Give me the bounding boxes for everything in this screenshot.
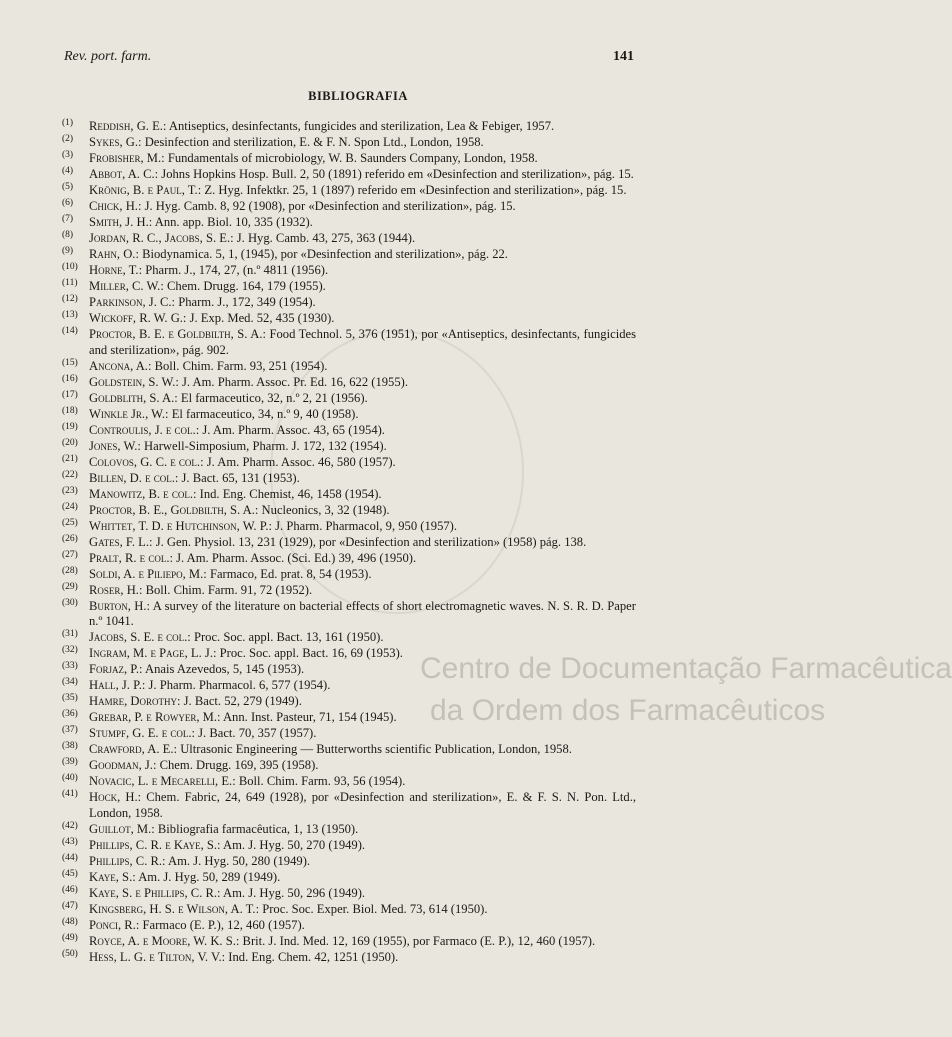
reference-number: ( 37 ) [62,723,78,739]
reference-citation: J. Pharm. Pharmacol. 6, 577 (1954). [148,678,331,692]
reference-citation: Am. J. Hyg. 50, 289 (1949). [138,869,281,884]
reference-citation: A survey of the literature on bacterial effects of short electromagnetic waves. N. S. R. D. Paper n.º 1041. [89,598,636,628]
reference-number: ( 7 ) [62,212,73,228]
section-title: BIBLIOGRAFIA [308,89,408,103]
reference-number: ( 25 ) [62,516,78,532]
reference-author: Novacic, L. e Mecarelli, E.: [89,774,236,788]
reference-item [62,886,636,902]
reference-author: Proctor, B. E., Goldbilth, S. A.: [89,502,259,517]
reference-author: Ponci, R.: [89,917,140,932]
reference-citation: Pharm. J., 174, 27, (n.º 4811 (1956). [145,263,329,277]
reference-citation: El farmaceutico, 34, n.º 9, 40 (1958). [171,406,359,421]
reference-item [62,551,636,567]
reference-author: Hess, L. G. e Tilton, V. V.: [89,949,226,964]
reference-item [62,327,636,358]
reference-citation: J. Bact. 52, 279 (1949). [183,694,302,708]
reference-citation: Chem. Drugg. 169, 395 (1958). [159,758,319,772]
reference-item [62,678,636,694]
reference-number: ( 29 ) [62,580,78,596]
reference-number: ( 10 ) [62,260,78,276]
reference-number: ( 19 ) [62,420,78,436]
reference-item [62,439,636,455]
reference-item [62,790,636,821]
reference-item [62,295,636,311]
reference-author: Colovos, G. C. e col.: [89,454,204,469]
reference-number: ( 12 ) [62,292,78,308]
reference-author: Roser, H.: [89,582,143,597]
watermark-line-1: Centro de Documentação Farmacêutica [420,652,952,685]
reference-number: ( 21 ) [62,452,78,468]
reference-citation: Fundamentals of microbiology, W. B. Saunders Company, London, 1958. [167,151,538,165]
reference-number: ( 22 ) [62,468,78,484]
reference-author: Pralt, R. e col.: [89,550,173,565]
reference-item [62,599,636,630]
reference-author: Krönig, B. e Paul, T.: [89,183,202,197]
reference-author: Forjaz, P.: [89,662,143,676]
reference-author: Wickoff, R. W. G.: [89,311,187,325]
reference-citation: Ann. Inst. Pasteur, 71, 154 (1945). [222,710,397,724]
reference-citation: J. Exp. Med. 52, 435 (1930). [189,311,335,325]
reference-citation: J. Am. Pharm. Assoc. 46, 580 (1957). [206,454,396,469]
reference-citation: J. Hyg. Camb. 43, 275, 363 (1944). [236,231,416,245]
reference-item [62,758,636,774]
reference-citation: Boll. Chim. Farm. 93, 251 (1954). [154,358,328,373]
reference-author: Winkle Jr., W.: [89,406,169,421]
reference-item [62,726,636,742]
reference-number: ( 26 ) [62,532,78,548]
reference-item [62,471,636,487]
reference-citation: Chem. Fabric, 24, 649 (1928), por «Desinfection and sterilization», E. & F. S. N. Pon. Ltd., London, 1958. [89,790,637,820]
reference-citation: Bibliografia farmacêutica, 1, 13 (1950). [157,821,359,836]
reference-author: Sykes, G.: [89,135,142,149]
reference-number: ( 11 ) [62,276,78,292]
reference-number: ( 24 ) [62,500,78,516]
reference-number: ( 41 ) [62,787,78,803]
reference-number: ( 35 ) [62,691,78,707]
reference-author: Guillot, M.: [89,821,155,836]
reference-item [62,423,636,439]
reference-citation: Proc. Soc. appl. Bact. 16, 69 (1953). [219,646,403,660]
reference-citation: Z. Hyg. Infektkr. 25, 1 (1897) referido em «Desinfection and sterilization», pág. 15. [204,183,627,197]
reference-item [62,135,636,151]
reference-author: Grebar, P. e Rowyer, M.: [89,710,221,724]
reference-number: ( 49 ) [62,931,78,947]
reference-citation: J. Am. Pharm. Assoc. 43, 65 (1954). [202,422,385,437]
reference-author: Horne, T.: [89,263,143,277]
reference-item [62,774,636,790]
reference-number: ( 46 ) [62,883,78,899]
reference-author: Phillips, C. R. e Kaye, S.: [89,837,221,852]
reference-citation: Farmaco, Ed. prat. 8, 54 (1953). [209,566,372,581]
reference-citation: Chem. Drugg. 164, 179 (1955). [167,279,326,293]
reference-citation: Desinfection and sterilization, E. & F. N. Spon Ltd., London, 1958. [144,135,484,149]
reference-citation: Antiseptics, desinfectants, fungicides and sterilization, Lea & Febiger, 1957. [168,119,555,133]
reference-author: Jordan, R. C., Jacobs, S. E.: [89,231,234,245]
reference-number: ( 5 ) [62,180,73,196]
reference-number: ( 50 ) [62,947,78,963]
reference-number: ( 44 ) [62,851,78,867]
reference-citation: Proc. Soc. Exper. Biol. Med. 73, 614 (1950). [262,901,488,916]
reference-item [62,183,636,199]
reference-author: Hall, J. P.: [89,678,146,692]
watermark-line-2: da Ordem dos Farmacêuticos [430,694,826,727]
reference-author: Manowitz, B. e col.: [89,486,197,501]
reference-number: ( 39 ) [62,755,78,771]
reference-item [62,215,636,231]
reference-item [62,391,636,407]
reference-author: Soldi, A. e Piliepo, M.: [89,566,207,581]
reference-number: ( 17 ) [62,388,78,404]
reference-citation: Ann. app. Biol. 10, 335 (1932). [154,215,313,229]
reference-item [62,870,636,886]
reference-author: Phillips, C. R.: [89,853,166,868]
reference-number: ( 18 ) [62,404,78,420]
reference-citation: J. Am. Pharm. Assoc. (Sci. Ed.) 39, 496 (1950). [176,550,417,565]
reference-list [62,119,636,966]
reference-item [62,167,636,183]
reference-author: Jones, W.: [89,438,141,453]
reference-citation: Farmaco (E. P.), 12, 460 (1957). [142,917,305,932]
reference-citation: Food Technol. 5, 376 (1951), por «Antiseptics, desinfectants, fungicides and sterilization», pág. 902. [89,327,636,357]
reference-author: Gates, F. L.: [89,534,153,549]
reference-citation: Anais Azevedos, 5, 145 (1953). [145,662,305,676]
reference-citation: Boll. Chim. Farm. 91, 72 (1952). [145,582,313,597]
reference-item [62,311,636,327]
reference-item [62,918,636,934]
reference-item [62,710,636,726]
reference-item [62,455,636,471]
reference-citation: Am. J. Hyg. 50, 296 (1949). [223,885,366,900]
reference-number: ( 30 ) [62,596,78,612]
reference-citation: Biodynamica. 5, 1, (1945), por «Desinfection and sterilization», pág. 22. [142,247,508,261]
reference-citation: Ultrasonic Engineering — Butterworths scientific Publication, London, 1958. [180,742,572,756]
reference-citation: J. Gen. Physiol. 13, 231 (1929), por «Desinfection and sterilization» (1958) pág. 138. [155,534,587,549]
reference-citation: J. Bact. 70, 357 (1957). [198,726,317,740]
reference-author: Ancona, A.: [89,358,152,373]
reference-author: Smith, J. H.: [89,215,153,229]
reference-number: ( 28 ) [62,564,78,580]
reference-item [62,119,636,135]
reference-item [62,359,636,375]
reference-number: ( 33 ) [62,659,78,675]
reference-number: ( 48 ) [62,915,78,931]
reference-item [62,247,636,263]
reference-author: Controulis, J. e col.: [89,422,200,437]
reference-citation: Ind. Eng. Chemist, 46, 1458 (1954). [199,486,382,501]
reference-number: ( 34 ) [62,675,78,691]
reference-author: Goodman, J.: [89,758,157,772]
reference-number: ( 1 ) [62,116,73,132]
reference-author: Kingsberg, H. S. e Wilson, A. T.: [89,901,260,916]
reference-citation: Am. J. Hyg. 50, 280 (1949). [168,853,311,868]
reference-author: Ingram, M. e Page, L. J.: [89,646,217,660]
reference-author: Jacobs, S. E. e col.: [89,630,191,644]
reference-author: Rahn, O.: [89,247,139,261]
reference-number: ( 40 ) [62,771,78,787]
reference-item [62,503,636,519]
reference-number: ( 32 ) [62,643,78,659]
reference-item [62,279,636,295]
reference-item [62,742,636,758]
reference-item [62,854,636,870]
reference-citation: J. Hyg. Camb. 8, 92 (1908), por «Desinfection and sterilization», pág. 15. [144,199,516,213]
reference-author: Reddish, G. E.: [89,119,167,133]
reference-item [62,263,636,279]
reference-number: ( 4 ) [62,164,73,180]
reference-citation: Harwell-Simposium, Pharm. J. 172, 132 (1954). [144,438,387,453]
reference-number: ( 47 ) [62,899,78,915]
reference-item [62,822,636,838]
reference-number: ( 2 ) [62,132,73,148]
reference-item [62,630,636,646]
reference-author: Kaye, S. e Phillips, C. R.: [89,885,221,900]
reference-item [62,407,636,423]
reference-author: Burton, H.: [89,598,151,613]
reference-number: ( 45 ) [62,867,78,883]
reference-number: ( 13 ) [62,308,78,324]
reference-number: ( 31 ) [62,627,78,643]
page-number: 141 [613,49,634,64]
reference-author: Goldstein, S. W.: [89,374,179,389]
reference-item [62,583,636,599]
reference-item [62,950,636,966]
reference-item [62,694,636,710]
reference-item [62,934,636,950]
reference-author: Billen, D. e col.: [89,470,179,485]
reference-number: ( 42 ) [62,819,78,835]
reference-author: Frobisher, M.: [89,151,165,165]
reference-number: ( 23 ) [62,484,78,500]
reference-citation: J. Pharm. Pharmacol, 9, 950 (1957). [275,518,458,533]
reference-number: ( 9 ) [62,244,73,260]
reference-item [62,646,636,662]
reference-item [62,487,636,503]
reference-author: Crawford, A. E.: [89,742,178,756]
reference-number: ( 6 ) [62,196,73,212]
reference-item [62,151,636,167]
reference-author: Hock, H.: [89,790,142,804]
reference-author: Kaye, S.: [89,869,136,884]
reference-item [62,902,636,918]
reference-item [62,662,636,678]
reference-number: ( 15 ) [62,356,78,372]
reference-author: Parkinson, J. C.: [89,295,176,309]
reference-item [62,231,636,247]
reference-citation: Boll. Chim. Farm. 93, 56 (1954). [238,774,406,788]
reference-author: Proctor, B. E. e Goldbilth, S. A.: [89,327,266,341]
reference-number: ( 38 ) [62,739,78,755]
reference-author: Chick, H.: [89,199,142,213]
reference-item [62,375,636,391]
reference-citation: Brit. J. Ind. Med. 12, 169 (1955), por Farmaco (E. P.), 12, 460 (1957). [242,933,596,948]
reference-citation: J. Am. Pharm. Assoc. Pr. Ed. 16, 622 (1955). [182,374,408,389]
reference-author: Royce, A. e Moore, W. K. S.: [89,933,240,948]
reference-item [62,838,636,854]
reference-item [62,535,636,551]
reference-author: Goldblith, S. A.: [89,390,178,405]
reference-item [62,519,636,535]
reference-number: ( 20 ) [62,436,78,452]
page-header [64,49,634,71]
reference-number: ( 3 ) [62,148,73,164]
reference-citation: Ind. Eng. Chem. 42, 1251 (1950). [228,949,399,964]
reference-citation: El farmaceutico, 32, n.º 2, 21 (1956). [180,390,368,405]
reference-item [62,567,636,583]
reference-citation: J. Bact. 65, 131 (1953). [181,470,300,485]
reference-author: Abbot, A. C.: [89,167,159,181]
reference-number: ( 27 ) [62,548,78,564]
reference-author: Hamre, Dorothy: [89,694,181,708]
reference-author: Whittet, T. D. e Hutchinson, W. P.: [89,518,272,533]
reference-citation: Proc. Soc. appl. Bact. 13, 161 (1950). [193,630,384,644]
reference-number: ( 36 ) [62,707,78,723]
reference-citation: Nucleonics, 3, 32 (1948). [261,502,390,517]
reference-number: ( 43 ) [62,835,78,851]
reference-author: Miller, C. W.: [89,279,164,293]
reference-citation: Am. J. Hyg. 50, 270 (1949). [223,837,366,852]
journal-name: Rev. port. farm. [64,49,152,64]
reference-number: ( 8 ) [62,228,73,244]
reference-number: ( 16 ) [62,372,78,388]
reference-citation: Pharm. J., 172, 349 (1954). [178,295,316,309]
reference-item [62,199,636,215]
reference-author: Stumpf, G. E. e col.: [89,726,195,740]
reference-citation: Johns Hopkins Hosp. Bull. 2, 50 (1891) referido em «Desinfection and sterilization», pág. 15. [161,167,634,181]
reference-number: ( 14 ) [62,324,78,340]
